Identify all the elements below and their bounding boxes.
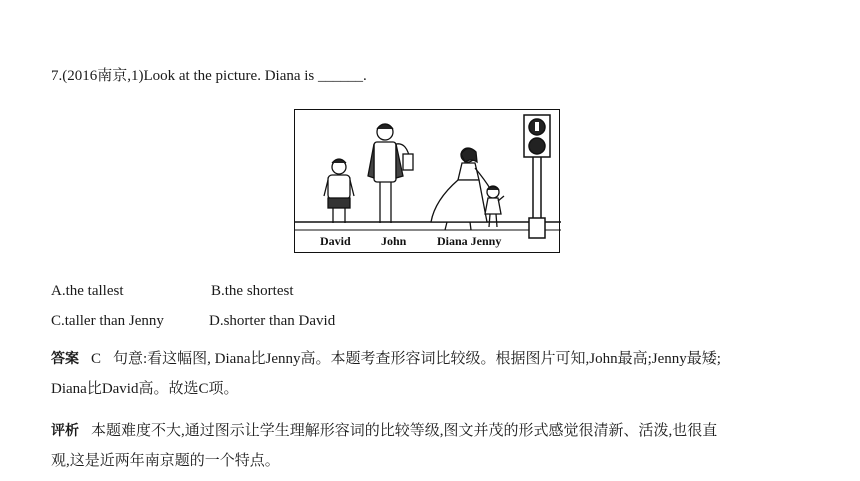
answer-line-2: Diana比David高。故选C项。 <box>51 381 239 397</box>
label-diana-jenny: Diana Jenny <box>437 234 502 248</box>
option-c[interactable]: C.taller than Jenny <box>51 313 164 329</box>
jenny-figure <box>485 186 504 227</box>
answer-line-1 <box>51 349 721 369</box>
label-david: David <box>320 234 351 248</box>
analysis-tag: 评析 <box>51 423 79 439</box>
figure-illustration <box>295 110 561 254</box>
answer-choice: C <box>91 351 102 367</box>
answer-explanation: 句意:看这幅图, Diana比Jenny高。本题考查形容词比较级。根据图片可知,John最高;Jenny最矮; <box>113 351 721 367</box>
question-text: 7.(2016南京,1)Look at the picture. Diana is ______. <box>51 68 367 84</box>
option-a[interactable]: A.the tallest <box>51 283 124 299</box>
label-john: John <box>381 234 407 248</box>
diana-figure <box>431 148 491 230</box>
answer-tag: 答案 <box>51 351 79 367</box>
analysis-line-2: 观,这是近两年南京题的一个特点。 <box>51 453 280 469</box>
question-figure <box>294 109 560 253</box>
analysis-line-1 <box>51 421 717 441</box>
david-figure <box>324 159 354 223</box>
traffic-light <box>524 115 550 238</box>
option-d[interactable]: D.shorter than David <box>209 313 336 329</box>
option-b[interactable]: B.the shortest <box>211 283 294 299</box>
analysis-text: 本题难度不大,通过图示让学生理解形容词的比较等级,图文并茂的形式感觉很清新、活泼,也很直 <box>91 423 718 439</box>
john-figure <box>368 124 413 223</box>
